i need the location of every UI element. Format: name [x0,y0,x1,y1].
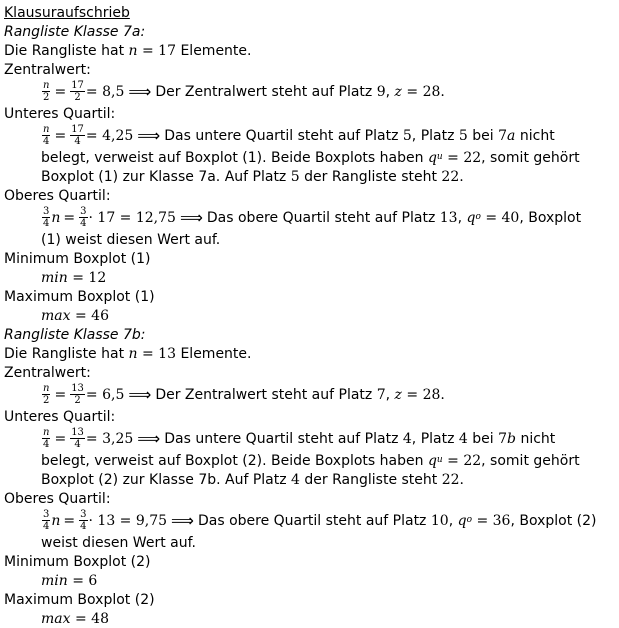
n-var: n [51,209,61,226]
frac-den: 4 [74,136,81,147]
n-var: n [51,512,61,529]
result: · 13 = 9,75 [88,512,168,529]
unteres-line3-mid: der Rangliste steht [304,471,438,488]
unteres-text-b: , Platz [411,430,455,447]
unteres-text-d: nicht [519,127,555,144]
frac-num: n [43,427,50,438]
oberes-equation [4,508,616,533]
frac-num: 3 [43,509,50,520]
zentral-label: Zentralwert: [4,364,91,381]
platz-value-2: 4 [458,430,468,447]
q-var: q [427,452,437,469]
unteres-line2-tail: , somit gehört [481,149,580,166]
implies-arrow-icon: ⟹ [137,125,161,145]
fraction [70,124,85,147]
unteres-line2-tail: , somit gehört [481,452,580,469]
frac-num: 13 [71,427,84,438]
fraction [79,206,87,229]
max-value: = 46 [74,307,109,324]
max-var: max [41,307,71,324]
implies-arrow-icon: ⟹ [128,384,152,404]
oberes-tail: , Boxplot (2) [510,512,597,529]
unteres-equation [4,426,616,451]
frac-den: 4 [43,218,50,229]
z-value: = 28. [406,386,445,403]
section-7b [4,325,616,628]
count-line [4,41,616,60]
equals: = [54,83,67,100]
oberes-equation [4,205,616,230]
frac-num: 3 [80,206,87,217]
zentral-label: Zentralwert: [4,61,91,78]
count-line [4,344,616,363]
implies-arrow-icon: ⟹ [179,207,203,227]
fraction [42,80,50,103]
platz-value: 5 [402,127,412,144]
q-sub: u [436,455,443,465]
oberes-label: Oberes Quartil: [4,490,111,507]
min-equation [4,571,616,590]
unteres-equation [4,123,616,148]
frac-num: n [43,383,50,394]
unteres-label: Unteres Quartil: [4,408,116,425]
q-var: q [427,149,437,166]
section-7a [4,22,616,325]
frac-num: 3 [80,509,87,520]
oberes-tail: , Boxplot [519,209,582,226]
q-value: = 22 [447,452,482,469]
max-label: Maximum Boxplot (2) [4,591,155,608]
fraction [70,80,85,103]
klasse-num: 7 [498,127,508,144]
q-sub: o [475,212,481,222]
result: = 3,25 [85,430,134,447]
platz-value: 13 [439,209,458,226]
min-var: min [41,269,68,286]
klasse-var: a [507,127,516,144]
count-suffix: Elemente. [180,42,252,59]
frac-den: 2 [74,395,81,406]
document [4,3,616,628]
frac-den: 2 [43,395,50,406]
q-var: q [466,209,476,226]
result: = 8,5 [85,83,125,100]
frac-num: 17 [71,80,84,91]
count-prefix: Die Rangliste hat [4,42,125,59]
frac-den: 4 [43,439,50,450]
frac-den: 4 [43,521,50,532]
min-value: = 12 [72,269,107,286]
rang-value: 22. [441,168,464,185]
q-var: q [457,512,467,529]
min-equation [4,268,616,287]
frac-den: 4 [80,521,87,532]
unteres-text: Das untere Quartil steht auf Platz [164,430,399,447]
unteres-text-b: , Platz [411,127,455,144]
platz-value: 4 [291,471,300,488]
frac-num: n [43,80,50,91]
equals: = [63,209,76,226]
count-var: n [128,345,138,362]
frac-num: n [43,124,50,135]
unteres-line3-text: Boxplot (1) zur Klasse 7a. Auf Platz [41,168,287,185]
implies-arrow-icon: ⟹ [171,510,194,530]
fraction [42,427,50,450]
rang-value: 22. [441,471,464,488]
count-eq: = 13 [142,345,176,362]
result: = 4,25 [85,127,134,144]
implies-arrow-icon: ⟹ [137,428,161,448]
z-var: z [394,83,402,100]
min-label: Minimum Boxplot (2) [4,553,151,570]
comma: , [385,386,391,403]
section-heading: Rangliste Klasse 7a: [4,23,146,40]
count-prefix: Die Rangliste hat [4,345,125,362]
frac-num: 3 [43,206,50,217]
platz-value: 5 [290,168,300,185]
q-sub: u [436,152,443,162]
zentral-text: Der Zentralwert steht auf Platz [155,83,373,100]
unteres-text-c: bei [472,430,494,447]
unteres-text-c: bei [472,127,494,144]
section-heading: Rangliste Klasse 7b: [4,326,146,343]
frac-num: 13 [71,383,84,394]
comma: , [457,209,463,226]
unteres-text-d: nicht [520,430,556,447]
equals: = [63,512,76,529]
min-label: Minimum Boxplot (1) [4,250,151,267]
platz-value: 4 [402,430,412,447]
comma: , [448,512,454,529]
q-value: = 40 [485,209,520,226]
frac-num: 17 [71,124,84,135]
unteres-line2 [4,451,616,470]
unteres-line2 [4,148,616,167]
count-suffix: Elemente. [180,345,252,362]
z-value: = 28. [406,83,445,100]
q-value: = 36 [476,512,511,529]
equals: = [54,127,67,144]
oberes-line2: weist diesen Wert auf. [41,534,196,551]
comma: , [385,83,391,100]
q-sub: o [466,515,472,525]
platz-value: 9 [376,83,386,100]
zentral-text: Der Zentralwert steht auf Platz [155,386,373,403]
unteres-line2-text: belegt, verweist auf Boxplot (1). Beide Boxplots haben [41,149,424,166]
max-equation [4,306,616,325]
fraction [70,427,85,450]
fraction [70,383,85,406]
fraction [79,509,87,532]
max-equation [4,609,616,628]
max-label: Maximum Boxplot (1) [4,288,155,305]
count-var: n [128,42,138,59]
frac-den: 4 [80,218,87,229]
oberes-text: Das obere Quartil steht auf Platz [206,209,436,226]
frac-den: 2 [43,92,50,103]
min-value: = 6 [72,572,98,589]
platz-value: 10 [430,512,449,529]
max-value: = 48 [74,610,109,627]
zentral-equation [4,79,616,104]
result: · 17 = 12,75 [88,209,176,226]
q-value: = 22 [447,149,482,166]
document-title: Klausuraufschrieb [4,4,130,21]
fraction [42,206,50,229]
unteres-line3 [4,167,616,186]
frac-den: 2 [74,92,81,103]
unteres-line3-text: Boxplot (2) zur Klasse 7b. Auf Platz [41,471,287,488]
equals: = [54,430,67,447]
result: = 6,5 [85,386,125,403]
fraction [42,383,50,406]
z-var: z [394,386,402,403]
frac-den: 4 [43,136,50,147]
oberes-line2: (1) weist diesen Wert auf. [41,231,221,248]
implies-arrow-icon: ⟹ [128,81,152,101]
frac-den: 4 [74,439,81,450]
klasse-num: 7 [498,430,508,447]
fraction [42,124,50,147]
platz-value: 7 [376,386,386,403]
oberes-label: Oberes Quartil: [4,187,111,204]
max-var: max [41,610,71,627]
unteres-text: Das untere Quartil steht auf Platz [164,127,399,144]
platz-value-2: 5 [458,127,468,144]
klasse-var: b [507,430,517,447]
unteres-line3-mid: der Rangliste steht [304,168,437,185]
oberes-text: Das obere Quartil steht auf Platz [197,512,427,529]
unteres-label: Unteres Quartil: [4,105,116,122]
fraction [42,509,50,532]
zentral-equation [4,382,616,407]
unteres-line2-text: belegt, verweist auf Boxplot (2). Beide Boxplots haben [41,452,424,469]
count-eq: = 17 [142,42,176,59]
unteres-line3 [4,470,616,489]
equals: = [54,386,67,403]
min-var: min [41,572,68,589]
